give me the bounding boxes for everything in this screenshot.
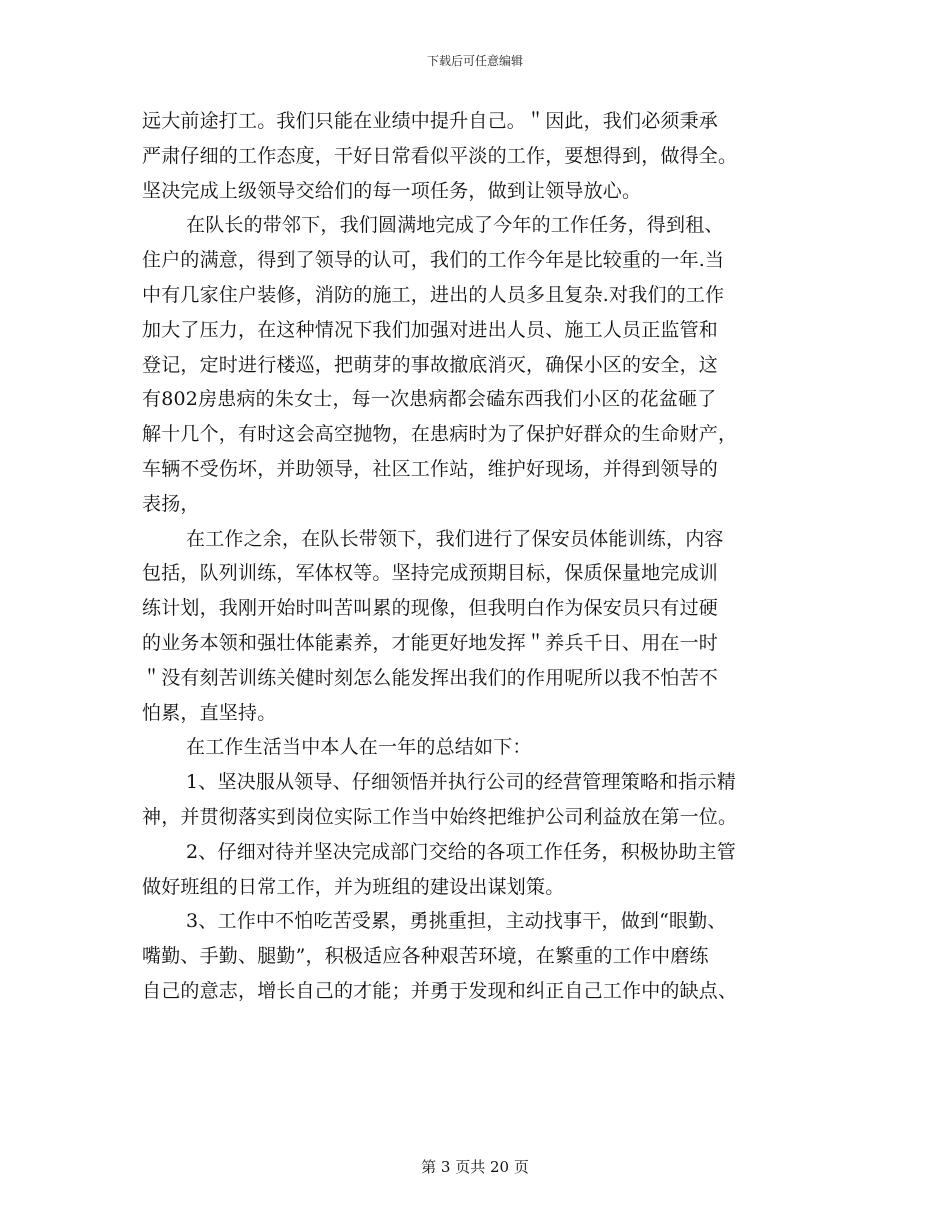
text-line: 解十几个，有时这会高空抛物，在患病时为了保护好群众的生命财产， <box>142 423 738 446</box>
text-line: 1、坚决服从领导、仔细领悟并执行公司的经营管理策略和指示精 <box>186 771 736 794</box>
text-line: 嘴勤、手勤、腿勤”，积极适应各种艰苦环境，在繁重的工作中磨练 <box>142 945 709 968</box>
text-line: 登记，定时进行楼巡，把萌芽的事故撤底消灭，确保小区的安全，这 <box>142 353 719 376</box>
text-line: ＂没有刻苦训练关健时刻怎么能发挥出我们的作用呢所以我不怕苦不 <box>142 666 719 689</box>
page-footer: 第 3 页共 20 页 <box>421 1158 529 1176</box>
text-line: 的业务本领和强壮体能素养，才能更好地发挥＂养兵千日、用在一时 <box>142 631 719 654</box>
text-line: 有802房患病的朱女士，每一次患病都会磕东西我们小区的花盆砸了 <box>142 388 717 411</box>
text-line: 做好班组的日常工作，并为班组的建设出谋划策。 <box>142 875 565 898</box>
text-line: 严肃仔细的工作态度，干好日常看似平淡的工作，要想得到，做得全。 <box>142 144 738 167</box>
text-line: 神，并贯彻落实到岗位实际工作当中始终把维护公司利益放在第一位。 <box>142 805 738 828</box>
text-line: 练计划，我刚开始时叫苦叫累的现像，但我明白作为保安员只有过硬 <box>142 597 719 620</box>
text-line: 2、仔细对待并坚决完成部门交给的各项工作任务，积极协助主管 <box>186 840 736 863</box>
text-line: 3、工作中不怕吃苦受累，勇挑重担，主动找事干，做到“眼勤、 <box>186 910 727 933</box>
text-line: 中有几家住户装修，消防的施工，进出的人员多且复杂.对我们的工作 <box>142 283 725 306</box>
text-line: 在队长的带邻下，我们圆满地完成了今年的工作任务，得到租、 <box>186 214 724 237</box>
text-line: 在工作生活当中本人在一年的总结如下： <box>186 736 532 759</box>
text-line: 坚决完成上级领导交给们的每一项任务，做到让领导放心。 <box>142 179 642 202</box>
text-line: 怕累，直坚持。 <box>142 701 277 724</box>
text-line: 包括，队列训练，军体权等。坚持完成预期目标，保质保量地完成训 <box>142 562 719 585</box>
text-line: 车辆不受伤坏，并助领导，社区工作站，维护好现场，并得到领导的 <box>142 457 719 480</box>
page-header: 下载后可任意编辑 <box>426 54 523 68</box>
text-line: 远大前途打工。我们只能在业绩中提升自己。＂因此，我们必须秉承 <box>142 110 719 132</box>
document-body <box>142 104 812 1009</box>
text-line: 表扬， <box>142 492 200 515</box>
text-line: 自己的意志，增长自己的才能；并勇于发现和纠正自己工作中的缺点、 <box>142 979 738 1002</box>
text-line: 在工作之余，在队长带领下，我们进行了保安员体能训练，内容 <box>186 527 724 550</box>
text-line: 住户的满意，得到了领导的认可，我们的工作今年是比较重的一年.当 <box>142 249 725 272</box>
text-line: 加大了压力，在这种情况下我们加强对进出人员、施工人员正监管和 <box>142 318 719 341</box>
